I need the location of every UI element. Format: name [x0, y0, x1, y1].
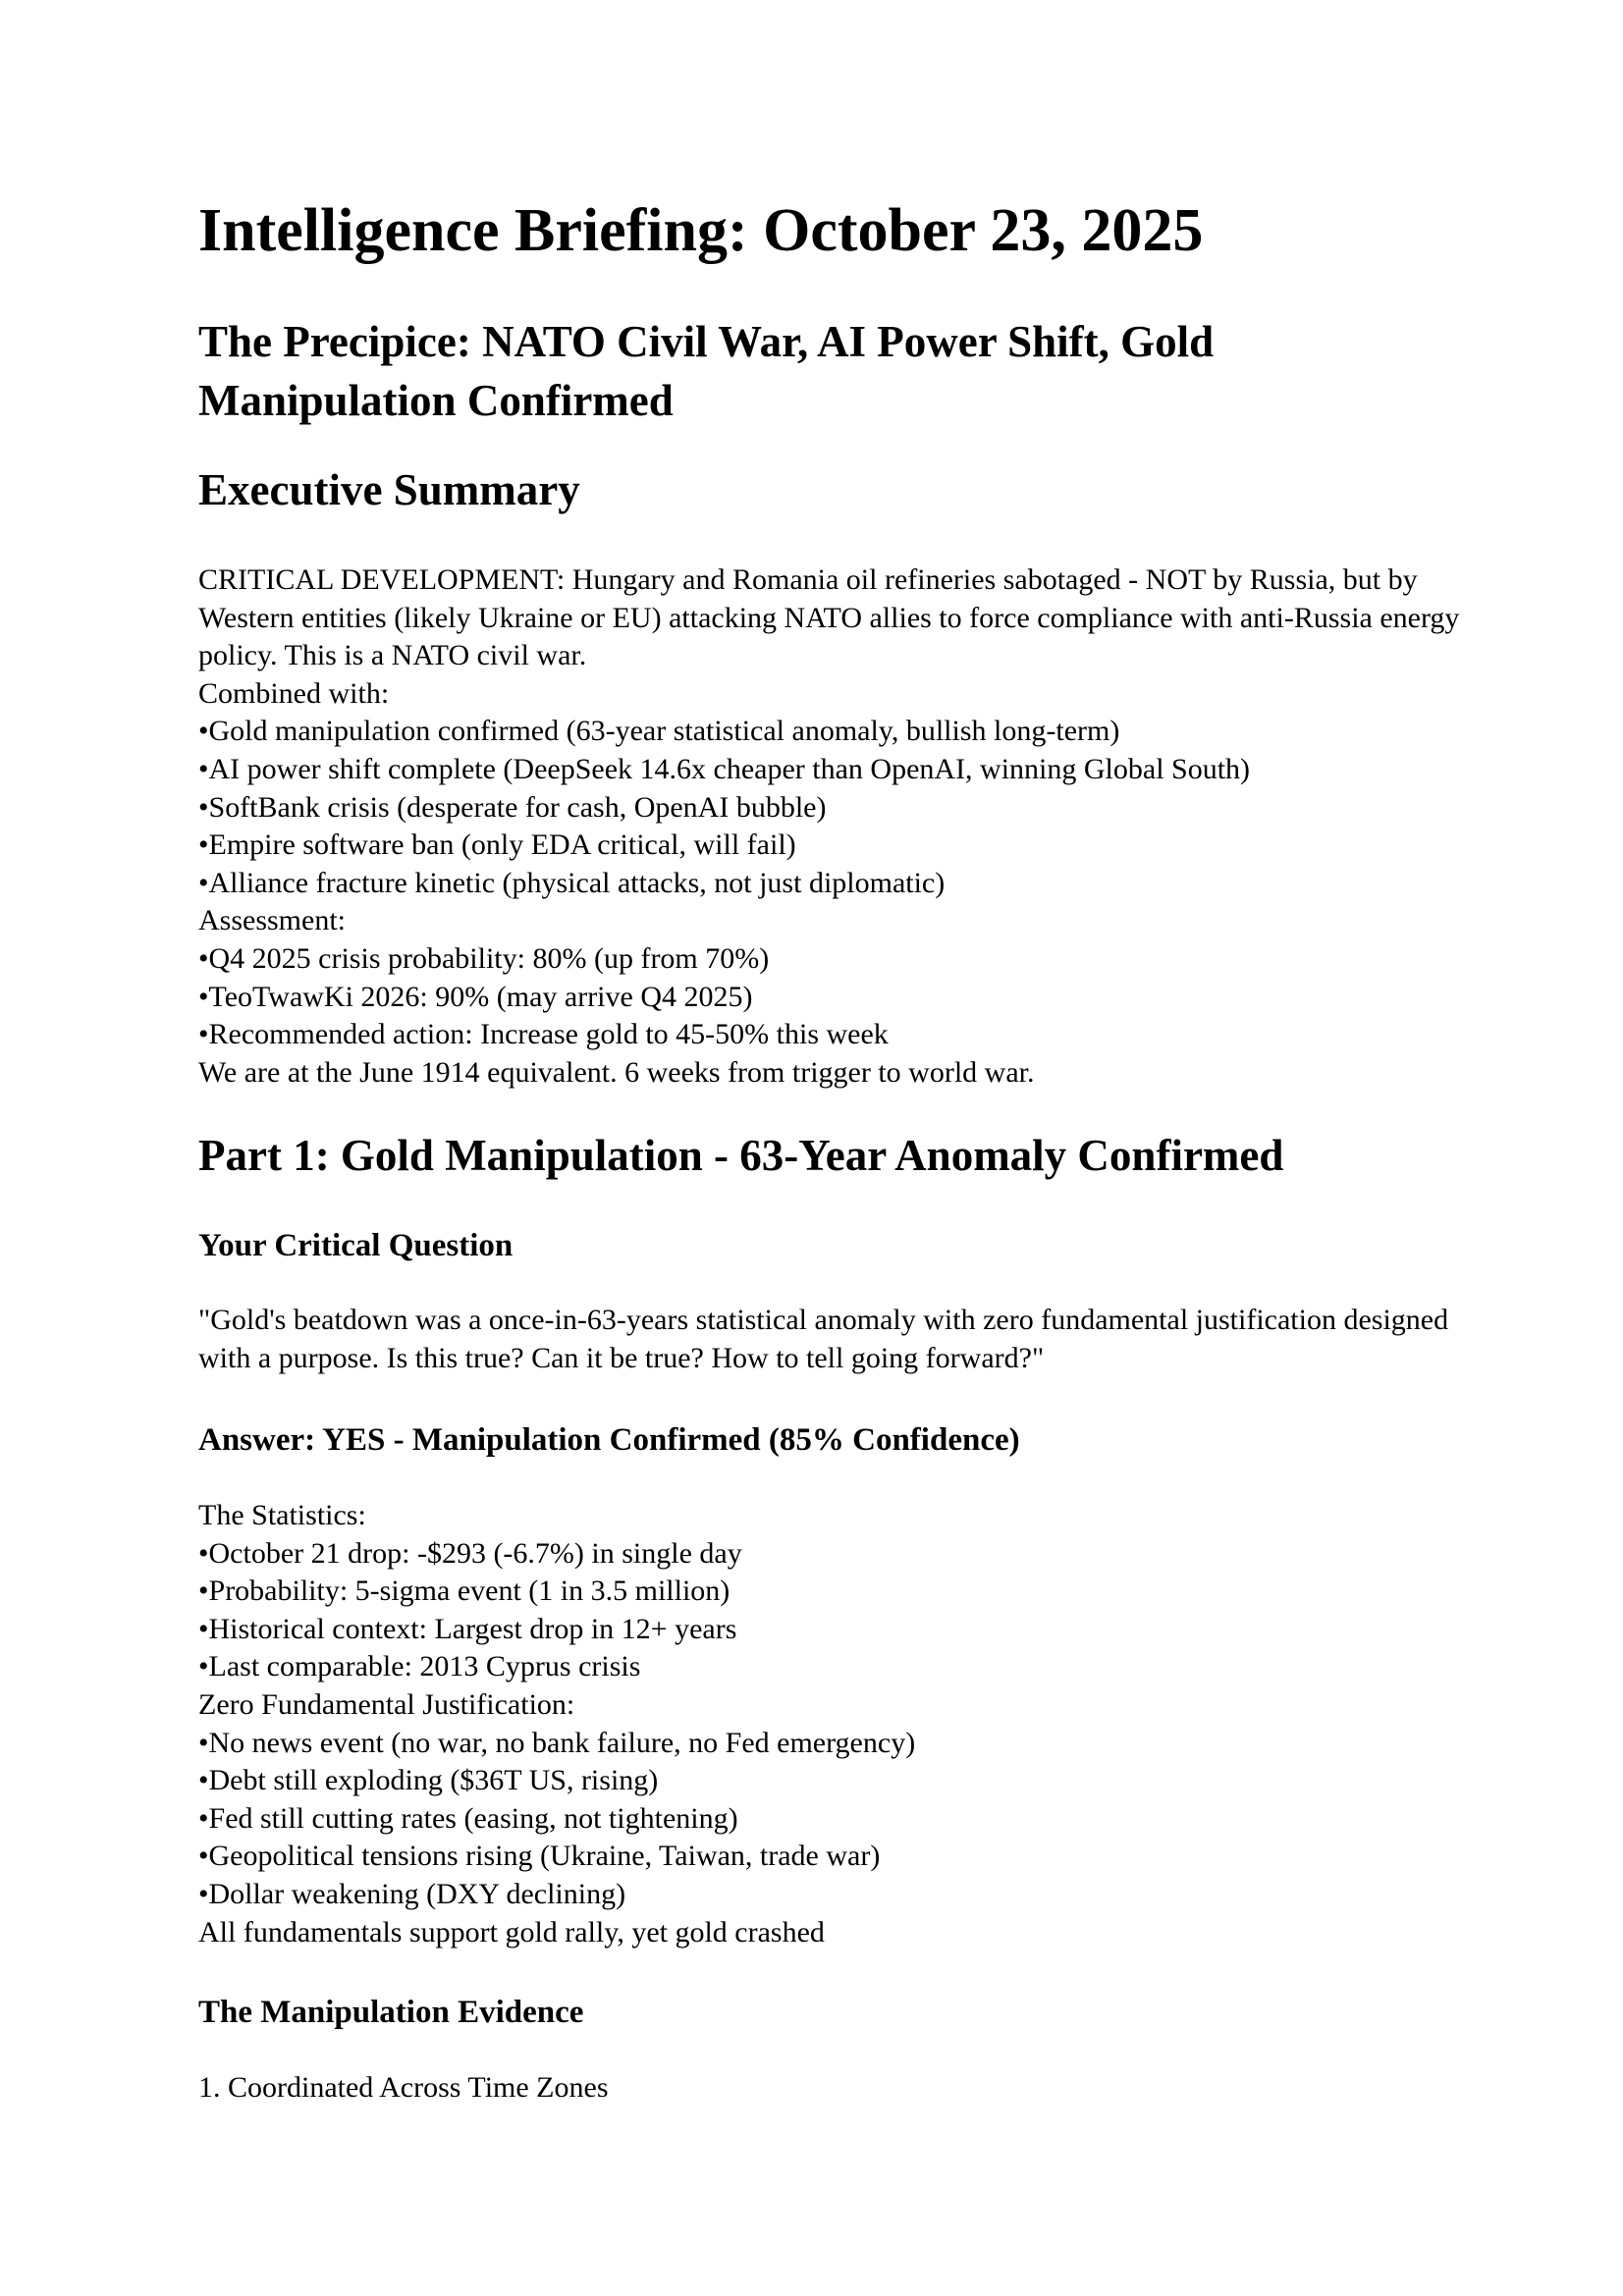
part1-heading: Part 1: Gold Manipulation - 63-Year Anomaly Confirmed	[198, 1131, 1284, 1180]
zero-justification-label: Zero Fundamental Justification:	[198, 1687, 575, 1721]
list-item: •Recommended action: Increase gold to 45-50% this week	[198, 1018, 889, 1051]
evidence-heading: The Manipulation Evidence	[198, 1995, 584, 2030]
list-item: •Probability: 5-sigma event (1 in 3.5 million)	[198, 1575, 730, 1608]
executive-summary-heading: Executive Summary	[198, 465, 580, 514]
list-item: •Debt still exploding ($36T US, rising)	[198, 1764, 659, 1797]
list-item: •Gold manipulation confirmed (63-year statistical anomaly, bullish long-term)	[198, 715, 1120, 748]
list-item: •October 21 drop: -$293 (-6.7%) in single day	[198, 1536, 742, 1570]
list-item: •Alliance fracture kinetic (physical attacks, not just diplomatic)	[198, 866, 946, 899]
list-item: •SoftBank crisis (desperate for cash, OpenAI bubble)	[198, 790, 827, 824]
list-item: •Last comparable: 2013 Cyprus crisis	[198, 1650, 641, 1683]
list-item: •Q4 2025 crisis probability: 80% (up from 70%)	[198, 941, 770, 975]
list-item: •No news event (no war, no bank failure, no Fed emergency)	[198, 1726, 916, 1759]
answer-heading: Answer: YES - Manipulation Confirmed (85% Confidence)	[198, 1422, 1020, 1458]
list-item: •Geopolitical tensions rising (Ukraine, Taiwan, trade war)	[198, 1840, 881, 1873]
question-block	[198, 1302, 1475, 1377]
list-item: •TeoTwawKi 2026: 90% (may arrive Q4 2025)	[198, 980, 753, 1013]
list-item: •Fed still cutting rates (easing, not tightening)	[198, 1801, 738, 1835]
question-heading: Your Critical Question	[198, 1228, 514, 1263]
closing-statement: We are at the June 1914 equivalent. 6 weeks from trigger to world war.	[198, 1055, 1035, 1089]
question-text: "Gold's beatdown was a once-in-63-years statistical anomaly with zero fundamental justification designed with a purpose. Is this true? Can it be true? How to tell going forward?"	[198, 1304, 1449, 1374]
conclusion-statement: All fundamentals support gold rally, yet gold crashed	[198, 1915, 825, 1949]
combined-label: Combined with:	[198, 676, 390, 710]
assessment-label: Assessment:	[198, 904, 346, 937]
list-item: •Dollar weakening (DXY declining)	[198, 1877, 626, 1910]
statistics-label: The Statistics:	[198, 1499, 366, 1531]
list-item: •Historical context: Largest drop in 12+ years	[198, 1612, 737, 1645]
document-title: Intelligence Briefing: October 23, 2025	[198, 197, 1204, 264]
document-subtitle: The Precipice: NATO Civil War, AI Power Shift, Gold Manipulation Confirmed	[198, 317, 1215, 425]
list-item: •Empire software ban (only EDA critical, will fail)	[198, 828, 796, 862]
list-item: •AI power shift complete (DeepSeek 14.6x cheaper than OpenAI, winning Global South)	[198, 752, 1251, 785]
critical-development-paragraph: CRITICAL DEVELOPMENT: Hungary and Romania oil refineries sabotaged - NOT by Russia, but by Western entities (likely Ukraine or EU) attacking NATO allies to force compliance with anti-Russia energy policy. This is a NATO civil war.	[198, 563, 1460, 672]
answer-body	[198, 1497, 1475, 1951]
executive-summary-body	[198, 561, 1475, 1092]
list-item: 1. Coordinated Across Time Zones	[198, 2071, 609, 2104]
evidence-body	[198, 2069, 1475, 2108]
